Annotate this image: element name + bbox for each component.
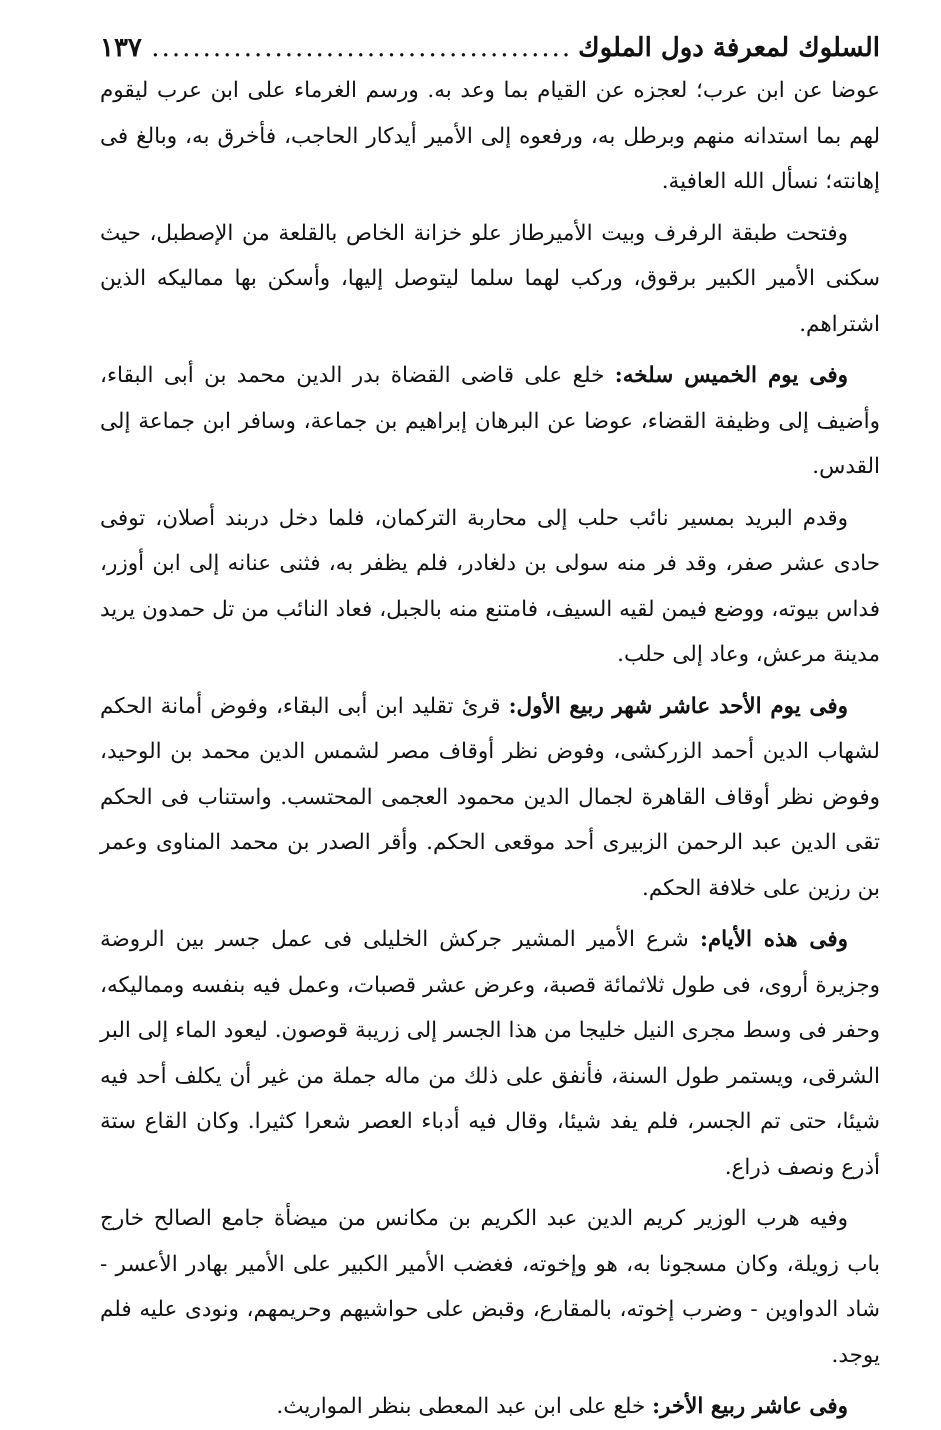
page-body xyxy=(100,68,880,1430)
paragraph-lead: وفى يوم الأحد عاشر شهر ربيع الأول: xyxy=(508,693,848,719)
paragraph-4 xyxy=(100,496,880,678)
paragraph-text: وفتحت طبقة الرفرف وبيت الأميرطاز علو خزانة الخاص بالقلعة من الإصطبل، حيث سكنى الأمير الكبير برقوق، وركب لهما سلما ليتوصل إليها، وأسكن بها مماليكه الذين اشتراهم. xyxy=(100,220,880,337)
paragraph-text: وفيه هرب الوزير كريم الدين عبد الكريم بن مكانس من ميضأة جامع الصالح خارج باب زويلة، وكان مسجونا به، هو وإخوته، فغضب الأمير الكبير على الأمير بهادر الأعسر - شاد الدواوين - وضرب إخوته، بالمقارع، وقبض على حواشيهم وحريمهم، ونودى عليه فلم يوجد. xyxy=(100,1206,880,1368)
paragraph-text: قرئ تقليد ابن أبى البقاء، وفوض أمانة الحكم لشهاب الدين أحمد الزركشى، وفوض نظر أوقاف مصر لشمس الدين محمد بن الوحيد، وفوض نظر أوقاف القاهرة لجمال الدين محمود العجمى المحتسب. واستناب فى الحكم تقى الدين عبد الرحمن الزبيرى أحد موقعى الحكم. وأقر الصدر بن محمد المناوى وعمر بن رزين على خلافة الحكم. xyxy=(100,693,880,901)
header-leader-dots xyxy=(148,28,572,68)
running-header xyxy=(100,28,880,68)
paragraph-8 xyxy=(100,1384,880,1430)
paragraph-text: شرع الأمير المشير جركش الخليلى فى عمل جسر بين الروضة وجزيرة أروى، فى طول ثلاثمائة قصبة، وعرض عشر قصبات، وعمل فيه بنفسه ومماليكه، وحفر فى وسط مجرى النيل خليجا من هذا الجسر إلى زريبة قوصون. ليعود الماء إلى البر الشرقى، ويستمر طول السنة، فأنفق على ذلك من ماله جملة من غير أن يكلف أحد فيه شيئا، حتى تم الجسر، فلم يفد شيئا، وقال فيه أدباء العصر شعرا كثيرا. وكان القاع ستة أذرع ونصف ذراع. xyxy=(100,927,880,1180)
paragraph-1 xyxy=(100,68,880,205)
paragraph-2 xyxy=(100,211,880,348)
paragraph-3 xyxy=(100,353,880,490)
paragraph-6 xyxy=(100,917,880,1190)
page-number: ١٣٧ xyxy=(100,33,142,63)
paragraph-text: خلع على قاضى القضاة بدر الدين محمد بن أبى البقاء، وأضيف إلى وظيفة القضاء، عوضا عن البرهان إبراهيم بن جماعة، وسافر ابن جماعة إلى القدس. xyxy=(100,363,880,479)
book-title: السلوك لمعرفة دول الملوك xyxy=(578,33,880,63)
paragraph-text: خلع على ابن عبد المعطى بنظر المواريث. xyxy=(276,1394,653,1419)
paragraph-lead: وفى عاشر ربيع الأخر: xyxy=(652,1394,848,1419)
paragraph-lead: وفى هذه الأيام: xyxy=(699,927,848,952)
paragraph-5 xyxy=(100,684,880,912)
book-page xyxy=(100,28,880,1430)
paragraph-7 xyxy=(100,1196,880,1378)
paragraph-lead: وفى يوم الخميس سلخه: xyxy=(614,363,848,388)
paragraph-text: وقدم البريد بمسير نائب حلب إلى محاربة التركمان، فلما دخل دربند أصلان، توفى حادى عشر صفر، وقد فر منه سولى بن دلغادر، فلم يظفر به، فثنى عنانه إلى ابن أوزر، فداس بيوته، ووضع فيمن لقيه السيف، فامتنع منه بالجبل، فعاد النائب من تل حمدون يريد مدينة مرعش، وعاد إلى حلب. xyxy=(100,505,880,667)
paragraph-text: عوضا عن ابن عرب؛ لعجزه عن القيام بما وعد به. ورسم الغرماء على ابن عرب ليقوم لهم بما استدانه منهم وبرطل به، ورفعوه إلى الأمير أيدكار الحاجب، فأخرق به، وبالغ فى إهانته؛ نسأل الله العافية. xyxy=(100,78,880,194)
